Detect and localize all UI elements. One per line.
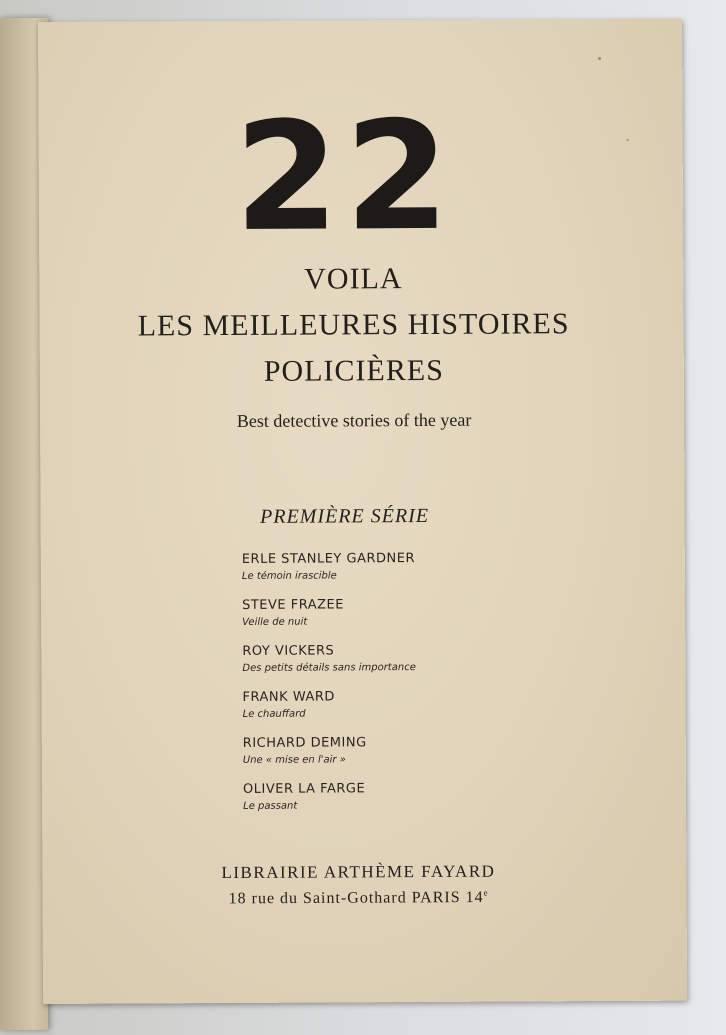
story-title: Une « mise en l'air » bbox=[242, 754, 346, 766]
story-list bbox=[242, 550, 417, 827]
story-title: Le témoin irascible bbox=[241, 570, 337, 582]
title-line-1: VOILA bbox=[304, 262, 403, 296]
series-heading: PREMIÈRE SÉRIE bbox=[260, 504, 430, 528]
story-title: Le passant bbox=[243, 800, 298, 812]
subtitle: Best detective stories of the year bbox=[236, 409, 472, 431]
title-line-2: LES MEILLEURES HISTOIRES bbox=[137, 307, 570, 343]
publisher-name: LIBRAIRIE ARTHÈME FAYARD bbox=[221, 861, 496, 883]
story-title: Le chauffard bbox=[242, 708, 306, 720]
title-page bbox=[38, 19, 687, 1004]
volume-number: 22 bbox=[233, 89, 456, 265]
story-item bbox=[243, 734, 417, 781]
story-author: FRANK WARD bbox=[242, 689, 335, 705]
address-superscript: e bbox=[483, 887, 489, 898]
story-author: STEVE FRAZEE bbox=[242, 597, 344, 613]
story-title: Des petits détails sans importance bbox=[242, 662, 416, 674]
publisher-address bbox=[37, 887, 681, 910]
story-item bbox=[242, 596, 416, 643]
story-author: OLIVER LA FARGE bbox=[242, 781, 366, 797]
story-item bbox=[242, 688, 416, 735]
story-title: Veille de nuit bbox=[242, 616, 308, 628]
story-author: ERLE STANLEY GARDNER bbox=[241, 551, 416, 567]
story-item bbox=[242, 642, 416, 689]
address-text: 18 rue du Saint-Gothard PARIS 14 bbox=[228, 889, 484, 908]
paper-speck bbox=[627, 139, 629, 141]
story-author: ROY VICKERS bbox=[242, 643, 335, 659]
story-author: RICHARD DEMING bbox=[242, 735, 367, 751]
title-line-3: POLICIÈRES bbox=[263, 353, 444, 388]
paper-speck bbox=[598, 57, 601, 60]
story-item bbox=[242, 550, 416, 597]
story-item bbox=[243, 780, 417, 827]
